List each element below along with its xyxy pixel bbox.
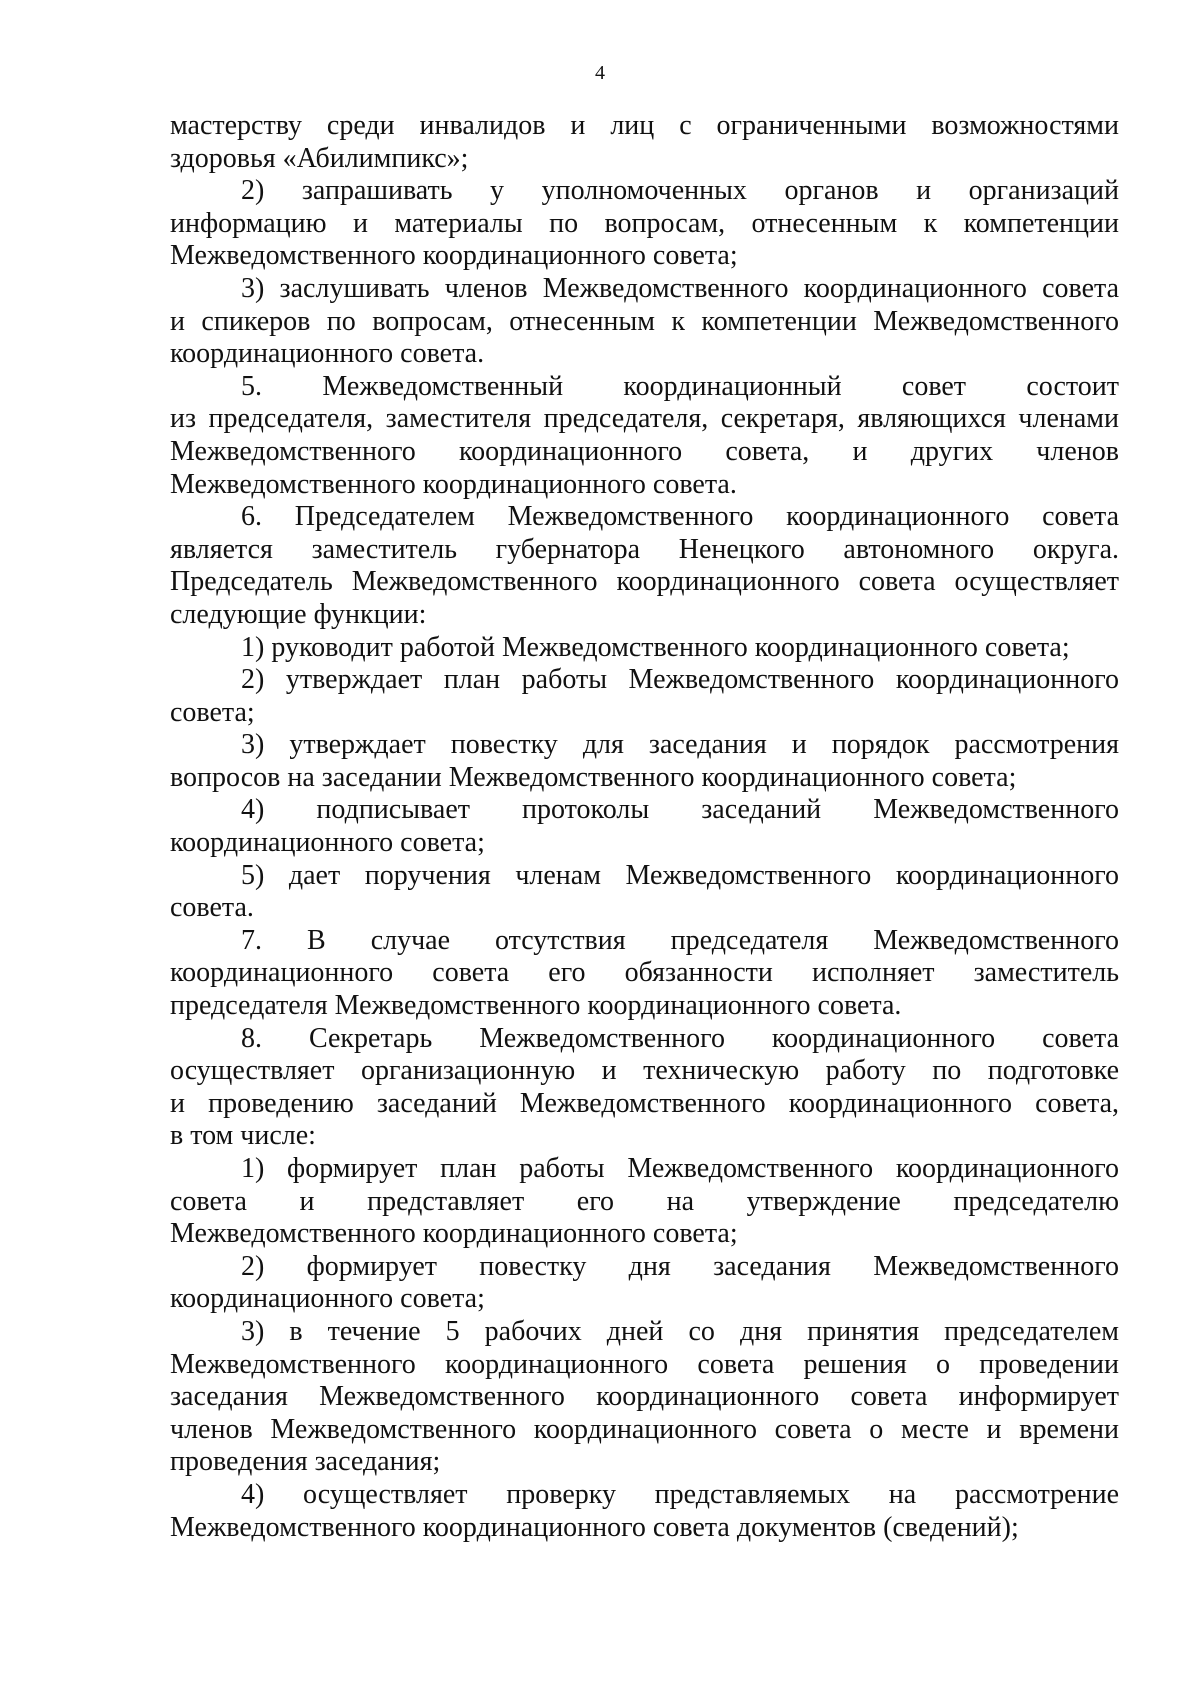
text-line: информацию и материалы по вопросам, отнесенным к компетенции: [170, 207, 1119, 239]
text-line: 2) формирует повестку дня заседания Межведомственного: [241, 1250, 1119, 1282]
text-line: координационного совета;: [170, 1283, 485, 1315]
text-line: 5. Межведомственный координационный совет состоит: [241, 370, 1119, 402]
text-line: мастерству среди инвалидов и лиц с ограниченными возможностями: [170, 110, 1119, 141]
text-line: совета.: [170, 892, 254, 924]
text-line: и проведению заседаний Межведомственного координационного совета,: [170, 1087, 1119, 1119]
text-line: 3) в течение 5 рабочих дней со дня принятия председателем: [241, 1315, 1119, 1347]
text-line: Межведомственного координационного совета.: [170, 468, 737, 500]
text-line: вопросов на заседании Межведомственного координационного совета;: [170, 761, 1017, 793]
text-line: здоровья «Абилимпикс»;: [170, 142, 469, 174]
text-line: 1) руководит работой Межведомственного координационного совета;: [241, 631, 1070, 663]
page-number: 4: [595, 62, 605, 84]
text-line: проведения заседания;: [170, 1446, 441, 1478]
text-line: совета и представляет его на утверждение председателю: [170, 1185, 1119, 1217]
text-line: Межведомственного координационного совета;: [170, 1218, 738, 1250]
text-line: членов Межведомственного координационного совета о месте и времени: [170, 1413, 1119, 1445]
text-line: председателя Межведомственного координационного совета.: [170, 990, 902, 1022]
text-line: Межведомственного координационного совета;: [170, 240, 738, 272]
text-line: является заместитель губернатора Ненецкого автономного округа.: [170, 533, 1119, 565]
text-line: Межведомственного координационного совета документов (сведений);: [170, 1511, 1019, 1543]
text-line: 6. Председателем Межведомственного координационного совета: [241, 501, 1119, 533]
text-line: совета;: [170, 696, 255, 728]
text-line: заседания Межведомственного координационного совета информирует: [170, 1381, 1119, 1413]
text-line: координационного совета.: [170, 338, 485, 370]
text-line: 3) утверждает повестку для заседания и порядок рассмотрения: [241, 729, 1119, 761]
text-line: 5) дает поручения членам Межведомственного координационного: [241, 859, 1119, 891]
text-line: 4) осуществляет проверку представляемых на рассмотрение: [241, 1478, 1119, 1510]
text-line: Председатель Межведомственного координационного совета осуществляет: [170, 566, 1119, 598]
document-body: [170, 110, 1119, 1544]
text-line: 4) подписывает протоколы заседаний Межведомственного: [241, 794, 1119, 826]
text-line: Межведомственного координационного совета решения о проведении: [170, 1348, 1119, 1380]
text-line: 7. В случае отсутствия председателя Межведомственного: [241, 924, 1119, 956]
text-line: координационного совета его обязанности исполняет заместитель: [170, 957, 1119, 989]
text-line: следующие функции:: [170, 598, 427, 630]
text-line: Межведомственного координационного совета, и других членов: [170, 435, 1119, 467]
text-line: и спикеров по вопросам, отнесенным к компетенции Межведомственного: [170, 305, 1119, 337]
text-line: 3) заслушивать членов Межведомственного координационного совета: [241, 272, 1119, 304]
text-line: 2) утверждает план работы Межведомственного координационного: [241, 664, 1119, 696]
text-line: в том числе:: [170, 1120, 316, 1152]
text-line: 8. Секретарь Межведомственного координационного совета: [241, 1022, 1119, 1054]
text-line: координационного совета;: [170, 827, 485, 859]
text-line: 1) формирует план работы Межведомственного координационного: [241, 1153, 1119, 1184]
text-line: из председателя, заместителя председателя, секретаря, являющихся членами: [170, 403, 1119, 435]
text-line: осуществляет организационную и техническую работу по подготовке: [170, 1055, 1119, 1087]
text-line: 2) запрашивать у уполномоченных органов и организаций: [241, 175, 1119, 207]
